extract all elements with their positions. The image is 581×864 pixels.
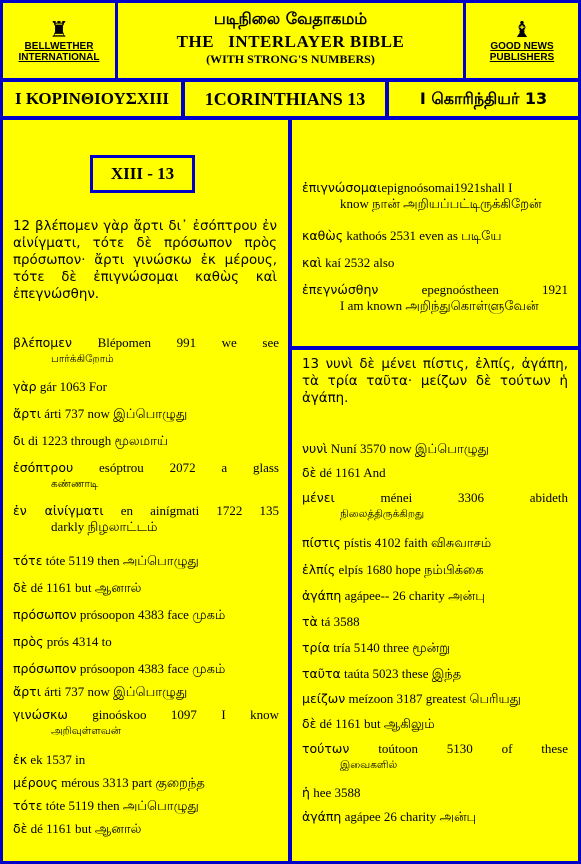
entry-text: agápee-- 26 charity அன்பு (344, 588, 485, 603)
greek-word: δὲ (302, 716, 317, 731)
entry-tamil: நிலைத்திருக்கிறது (340, 508, 425, 520)
list-item (13, 503, 279, 535)
book-tamil-label: I கொரிந்தியர் 13 (419, 88, 548, 108)
page-title: THE INTERLAYER BIBLE (176, 32, 405, 51)
entry-text: toútoon 5130 of these (378, 741, 569, 756)
greek-word: ἀγάπη (302, 588, 342, 603)
list-item (13, 821, 279, 837)
entry-text: tóte 5119 then அப்பொழுது (45, 798, 199, 813)
entry-text: en ainígmati 1722 135 (120, 503, 279, 518)
entry-text: esóptrou 2072 a glass (99, 460, 279, 475)
greek-word: μέρους (13, 775, 58, 790)
list-item (302, 228, 568, 244)
entry-text: di 1223 through மூலமாய் (28, 433, 169, 448)
logo-text-line2: INTERNATIONAL (18, 51, 100, 63)
entry-text: gár 1063 For (39, 379, 107, 394)
book-english (185, 82, 385, 116)
greek-word: ταῦτα (302, 666, 341, 681)
list-item (13, 335, 279, 367)
greek-word: καθὼς (302, 228, 344, 243)
entry-text: prósoopon 4383 face முகம் (79, 661, 226, 676)
entry-tamil: darkly நிழலாட்டம் (51, 519, 158, 534)
entry-text: árti 737 now இப்பொழுது (44, 684, 188, 699)
statue-icon: ♝ (512, 16, 532, 42)
list-item (13, 379, 279, 395)
entry-text: ek 1537 in (30, 752, 86, 767)
chapter-verse-box (90, 155, 195, 193)
greek-word: τὰ (302, 614, 318, 629)
list-item (13, 553, 279, 569)
list-item (302, 255, 568, 271)
entry-text: dé 1161 but ஆகிலும் (319, 716, 435, 731)
greek-word: ἐλπίς (302, 562, 336, 577)
list-item (302, 741, 568, 773)
verse-13-greek: 13 νυνὶ δὲ μένει πίστις, ἐλπίς, ἀγάπη, τὰ τρία ταῦτα· μείζων δὲ τούτων ἡ ἀγάπη. (302, 357, 568, 406)
greek-word: ἄρτι (13, 684, 41, 699)
greek-word: πίστις (302, 535, 341, 550)
entry-text: tóte 5119 then அப்பொழுது (45, 553, 199, 568)
list-item (302, 785, 568, 801)
list-item (302, 465, 568, 481)
greek-word: βλέπομεν (13, 335, 72, 350)
bellwether-logo (3, 3, 115, 78)
greek-word: δὲ (13, 580, 28, 595)
greek-word: ἐπεγνώσθην (302, 282, 379, 297)
verse-13-entries (302, 441, 568, 851)
book-greek-label: I ΚΟΡΙΝΘΙΟΥΣXIII (15, 89, 169, 108)
logo-text-line2: PUBLISHERS (489, 51, 555, 63)
list-item (302, 562, 568, 578)
greek-word: μείζων (302, 691, 346, 706)
page-subtitle: (WITH STRONG'S NUMBERS) (206, 52, 375, 66)
chapter-verse-label: XIII - 13 (110, 164, 175, 183)
list-item (13, 634, 279, 650)
greek-word: πρόσωπον (13, 607, 77, 622)
list-item (302, 691, 568, 707)
entry-text: taúta 5023 these இந்த (344, 666, 462, 681)
list-item (302, 282, 568, 314)
verse-12-continued-entries (302, 180, 568, 340)
greek-word: πρόσωπον (13, 661, 77, 676)
greek-word: ἐν αἰνίγματι (13, 503, 104, 518)
list-item (13, 406, 279, 422)
list-item (13, 433, 279, 449)
greek-word: δι (13, 433, 25, 448)
entry-text: kathoós 2531 even as படியே (346, 228, 502, 243)
verse-12-greek: 12 βλέπομεν γὰρ ἄρτι δι᾽ ἐσόπτρου ἐν αἰνίγματι, τότε δὲ πρόσωπον πρὸς πρόσωπον· ἄρτι γινώσκω ἐκ μέρους, τότε δὲ ἐπιγνώσομαι καθὼς καὶ ἐπεγνώσθην. (13, 219, 277, 302)
verse-12-entries (13, 335, 279, 855)
entry-tamil: பார்க்கிறோம் (51, 353, 114, 365)
greek-word: ἐκ (13, 752, 28, 767)
greek-word: τότε (13, 553, 43, 568)
greek-word: ἄρτι (13, 406, 41, 421)
entry-text: dé 1161 And (319, 465, 386, 480)
entry-text: kaí 2532 also (325, 255, 395, 270)
greek-word: ἡ (302, 785, 310, 800)
entry-tamil: அறிவுள்ளவன் (51, 725, 121, 737)
entry-text: árti 737 now இப்பொழுது (44, 406, 188, 421)
list-item (13, 607, 279, 623)
list-item (302, 180, 568, 212)
logo-text-line1: GOOD NEWS (490, 40, 554, 52)
list-item (13, 775, 279, 791)
list-item (302, 490, 568, 522)
list-item (13, 798, 279, 814)
list-item (302, 588, 568, 604)
greek-word: γινώσκω (13, 707, 68, 722)
greek-word: τρία (302, 640, 330, 655)
good-news-logo (466, 3, 578, 78)
list-item (302, 640, 568, 656)
entry-text: pístis 4102 faith விசுவாசம் (344, 535, 492, 550)
entry-tamil: கண்ணாடி (51, 478, 99, 490)
list-item (13, 661, 279, 677)
book-english-label: 1CORINTHIANS 13 (204, 88, 366, 109)
book-greek (3, 82, 181, 116)
list-item (13, 752, 279, 768)
greek-word: καὶ (302, 255, 322, 270)
list-item (302, 441, 568, 457)
entry-text: mérous 3313 part குறைந்த (61, 775, 205, 790)
entry-tamil: I am known அறிந்துகொள்ளுவேன் (340, 298, 539, 313)
entry-text: elpís 1680 hope நம்பிக்கை (338, 562, 484, 577)
book-tamil (389, 82, 578, 116)
greek-word: ἐπιγνώσομαι (302, 180, 382, 195)
entry-text: Blépomen 991 we see (97, 335, 279, 350)
bell-tower-icon: ♜ (49, 16, 69, 42)
entry-tamil: know நான் அறியப்பட்டிருக்கிறேன் (340, 196, 542, 211)
entry-text: epignoósomai1921shall I (381, 180, 513, 195)
entry-text: tría 5140 three மூன்று (333, 640, 451, 655)
title-tamil: படிநிலை வேதாகமம் (213, 9, 368, 28)
greek-word: τότε (13, 798, 43, 813)
entry-text: epegnoóstheen 1921 (421, 282, 568, 297)
list-item (302, 809, 568, 825)
list-item (302, 666, 568, 682)
logo-text-line1: BELLWETHER (24, 40, 94, 52)
greek-word: γὰρ (13, 379, 37, 394)
list-item (302, 716, 568, 732)
greek-word: τούτων (302, 741, 350, 756)
greek-word: δὲ (302, 465, 317, 480)
greek-word: νυνὶ (302, 441, 328, 456)
list-item (13, 684, 279, 700)
entry-text: hee 3588 (313, 785, 361, 800)
entry-text: agápee 26 charity அன்பு (344, 809, 477, 824)
entry-text: dé 1161 but ஆனால் (30, 580, 142, 595)
list-item (302, 535, 568, 551)
entry-text: meízoon 3187 greatest பெரியது (348, 691, 521, 706)
entry-text: ménei 3306 abideth (380, 490, 569, 505)
entry-text: dé 1161 but ஆனால் (30, 821, 142, 836)
greek-word: δὲ (13, 821, 28, 836)
list-item (13, 580, 279, 596)
entry-text: tá 3588 (321, 614, 360, 629)
greek-word: ἐσόπτρου (13, 460, 74, 475)
list-item (302, 614, 568, 630)
entry-text: prósoopon 4383 face முகம் (79, 607, 226, 622)
greek-word: πρὸς (13, 634, 44, 649)
title-block (118, 3, 463, 78)
entry-text: ginoóskoo 1097 I know (92, 707, 280, 722)
entry-text: Nuní 3570 now இப்பொழுது (330, 441, 489, 456)
list-item (13, 460, 279, 492)
entry-text: prós 4314 to (46, 634, 112, 649)
greek-word: ἀγάπη (302, 809, 342, 824)
list-item (13, 707, 279, 739)
greek-word: μένει (302, 490, 335, 505)
entry-tamil: இவைகளில் (340, 759, 398, 771)
